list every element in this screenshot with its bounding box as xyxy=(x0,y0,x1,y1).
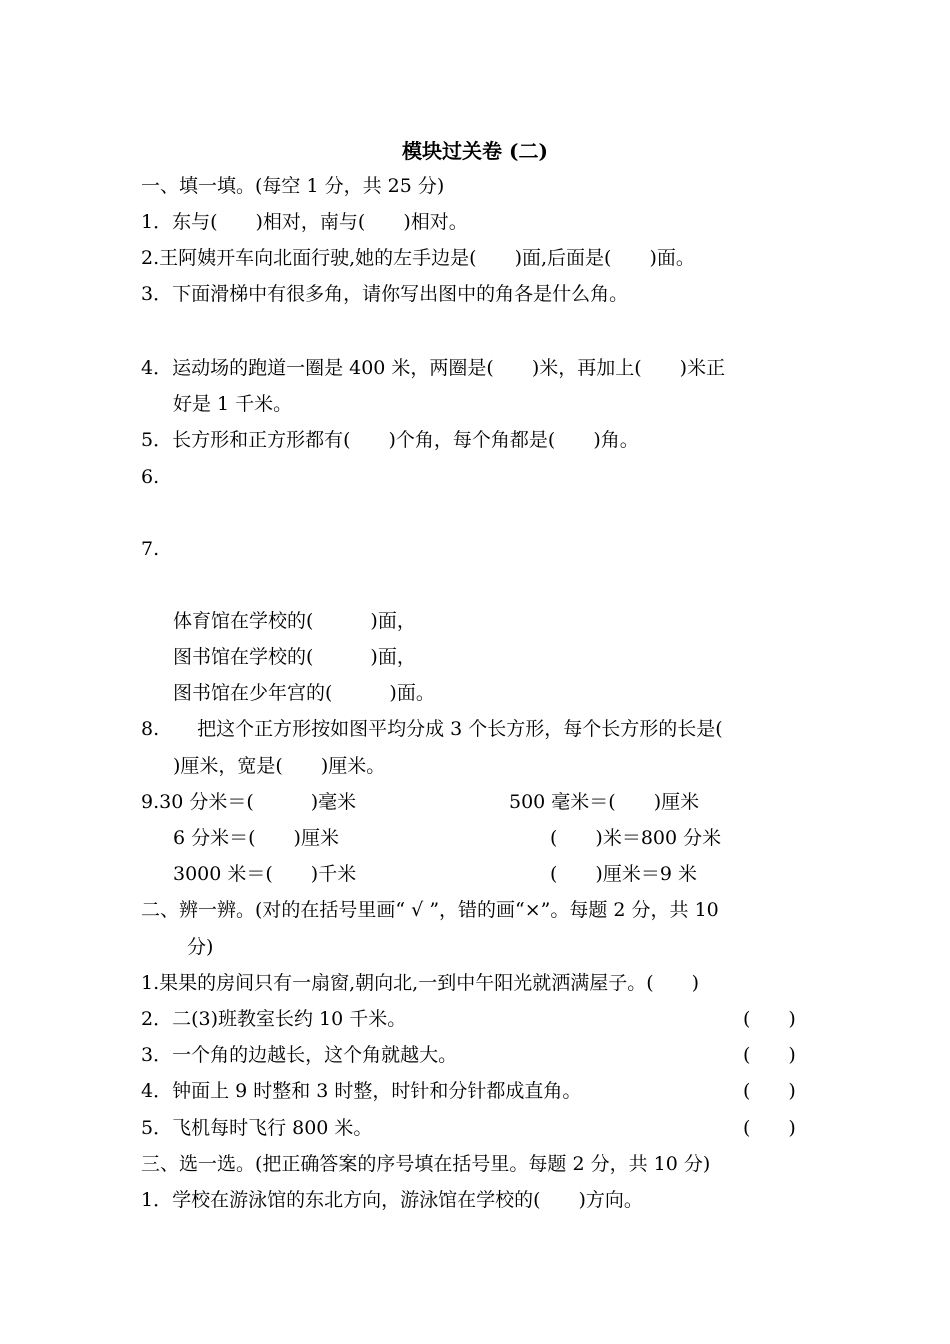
answer-paren-2-5: ( ) xyxy=(743,1117,796,1139)
question-2-1: 1.果果的房间只有一扇窗,朝向北,一到中午阳光就洒满屋子。( ) xyxy=(141,972,700,994)
section-2-header-line1: 二、辨一辨。(对的在括号里画“ √ ”，错的画“×”。每题 2 分，共 10 xyxy=(141,899,719,921)
question-1-9-line3-left: 3000 米＝( )千米 xyxy=(173,863,357,885)
question-1-4-line1: 4．运动场的跑道一圈是 400 米，两圈是( )米，再加上( )米正 xyxy=(141,357,726,379)
section-2-header-line2: 分) xyxy=(187,936,214,958)
question-1-7-line2: 图书馆在学校的( )面， xyxy=(173,646,416,668)
question-1-9-line2-left: 6 分米＝( )厘米 xyxy=(173,827,339,849)
question-1-4-line2: 好是 1 千米。 xyxy=(173,393,293,415)
question-1-9-line1-left: 9.30 分米＝( )毫米 xyxy=(141,791,357,813)
question-3-1: 1．学校在游泳馆的东北方向，游泳馆在学校的( )方向。 xyxy=(141,1189,643,1211)
question-2-2: 2．二(3)班教室长约 10 千米。 xyxy=(141,1008,407,1030)
question-1-8-line1: 8. 把这个正方形按如图平均分成 3 个长方形，每个长方形的长是( xyxy=(141,718,723,740)
answer-paren-2-2: ( ) xyxy=(743,1008,796,1030)
question-1-1: 1．东与( )相对，南与( )相对。 xyxy=(141,211,468,233)
question-1-8-line2: )厘米，宽是( )厘米。 xyxy=(173,755,386,777)
question-2-5: 5．飞机每时飞行 800 米。 xyxy=(141,1117,373,1139)
question-1-3: 3．下面滑梯中有很多角，请你写出图中的角各是什么角。 xyxy=(141,283,629,305)
answer-paren-2-3: ( ) xyxy=(743,1044,796,1066)
question-1-9-line1-right: 500 毫米＝( )厘米 xyxy=(509,791,700,813)
question-1-6: 6. xyxy=(141,466,160,488)
section-1-header: 一、填一填。(每空 1 分，共 25 分) xyxy=(141,175,445,197)
question-1-7-line3: 图书馆在少年宫的( )面。 xyxy=(173,682,435,704)
answer-paren-2-4: ( ) xyxy=(743,1080,796,1102)
question-1-5: 5．长方形和正方形都有( )个角，每个角都是( )角。 xyxy=(141,429,639,451)
question-1-9-line2-right: ( )米＝800 分米 xyxy=(550,827,722,849)
question-1-9-line3-right: ( )厘米＝9 米 xyxy=(550,863,697,885)
question-1-7: 7. xyxy=(141,538,160,560)
section-3-header: 三、选一选。(把正确答案的序号填在括号里。每题 2 分，共 10 分) xyxy=(141,1153,711,1175)
question-1-7-line1: 体育馆在学校的( )面， xyxy=(173,610,416,632)
question-1-2: 2.王阿姨开车向北面行驶,她的左手边是( )面,后面是( )面。 xyxy=(141,247,695,269)
page-title: 模块过关卷 (二) xyxy=(402,139,548,163)
question-2-4: 4．钟面上 9 时整和 3 时整，时针和分针都成直角。 xyxy=(141,1080,582,1102)
question-2-3: 3．一个角的边越长，这个角就越大。 xyxy=(141,1044,458,1066)
